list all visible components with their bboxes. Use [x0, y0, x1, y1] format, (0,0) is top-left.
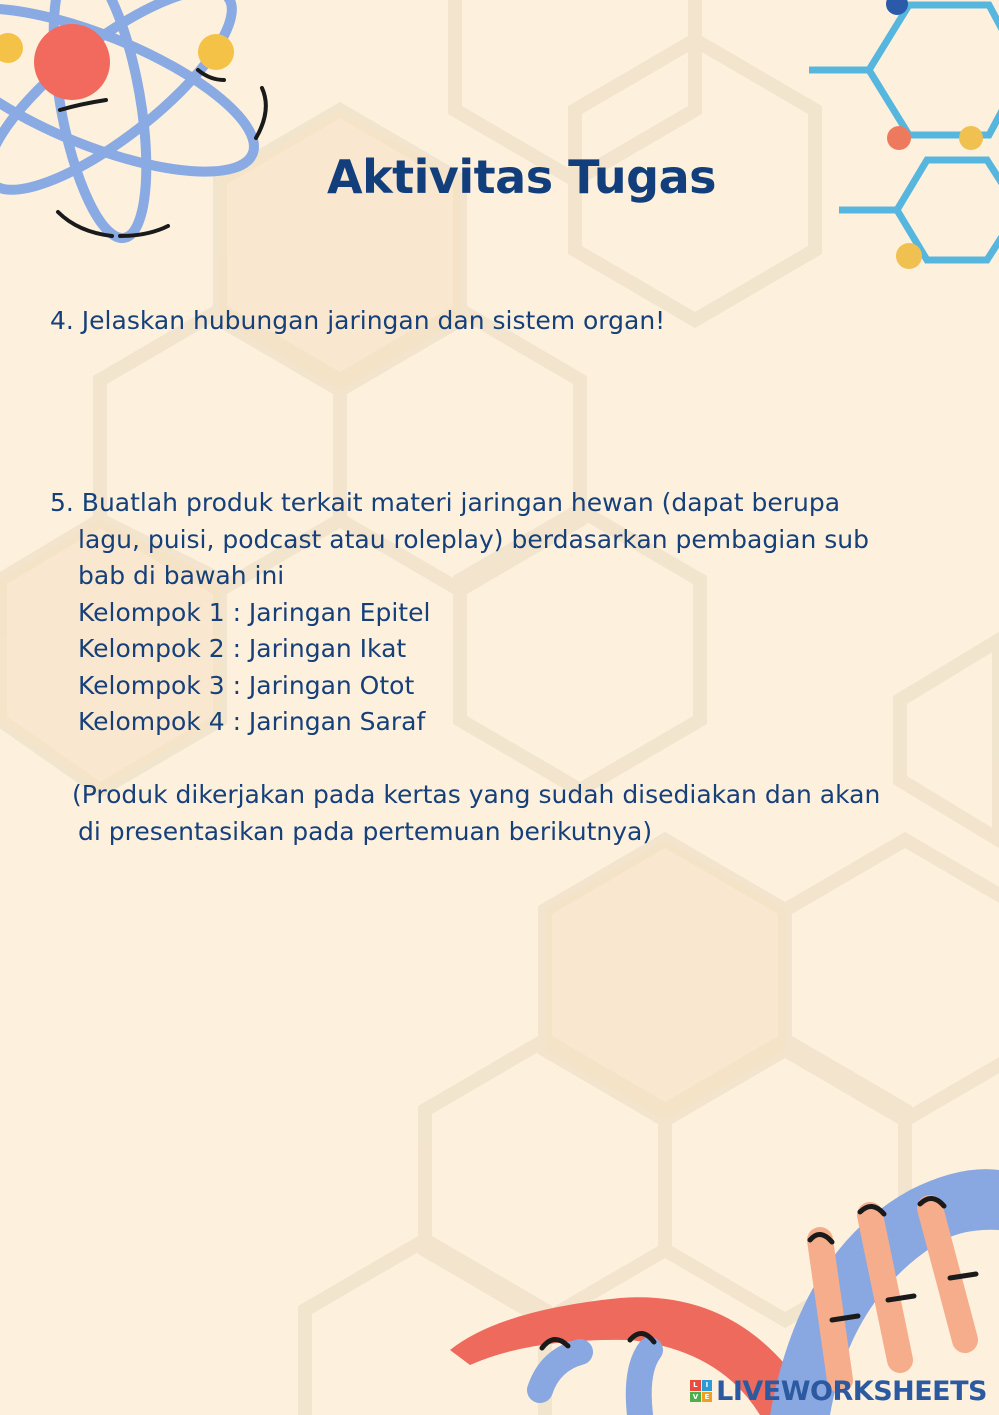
logo-letter: V: [690, 1392, 701, 1403]
logo-letter: I: [702, 1380, 713, 1391]
molecule-icon: [809, 0, 999, 280]
note-line: (Produk dikerjakan pada kertas yang sudah disediakan dan akan: [72, 780, 881, 809]
atom-icon: [0, 0, 290, 250]
liveworksheets-logo-icon: [690, 1380, 712, 1402]
logo-letter: L: [690, 1380, 701, 1391]
group-item-2: Kelompok 2 : Jaringan Ikat: [78, 634, 407, 663]
watermark-text: LIVEWORKSHEETS: [716, 1375, 987, 1407]
question-4: 4. Jelaskan hubungan jaringan dan sistem organ!: [50, 306, 666, 335]
page-title: Aktivitas Tugas: [326, 150, 717, 204]
question-5-line: lagu, puisi, podcast atau roleplay) berdasarkan pembagian sub: [78, 524, 869, 554]
question-5-line: bab di bawah ini: [78, 561, 285, 590]
question-5: [50, 485, 970, 741]
liveworksheets-watermark: [690, 1373, 987, 1409]
group-item-3: Kelompok 3 : Jaringan Otot: [78, 670, 415, 700]
group-item-4: Kelompok 4 : Jaringan Saraf: [78, 707, 426, 736]
note-line: di presentasikan pada pertemuan berikutnya): [78, 816, 653, 846]
question-5-line: 5. Buatlah produk terkait materi jaringan hewan (dapat berupa: [50, 488, 841, 517]
logo-letter: E: [702, 1392, 713, 1403]
product-note: [72, 777, 880, 850]
group-item-1: Kelompok 1 : Jaringan Epitel: [78, 597, 431, 627]
